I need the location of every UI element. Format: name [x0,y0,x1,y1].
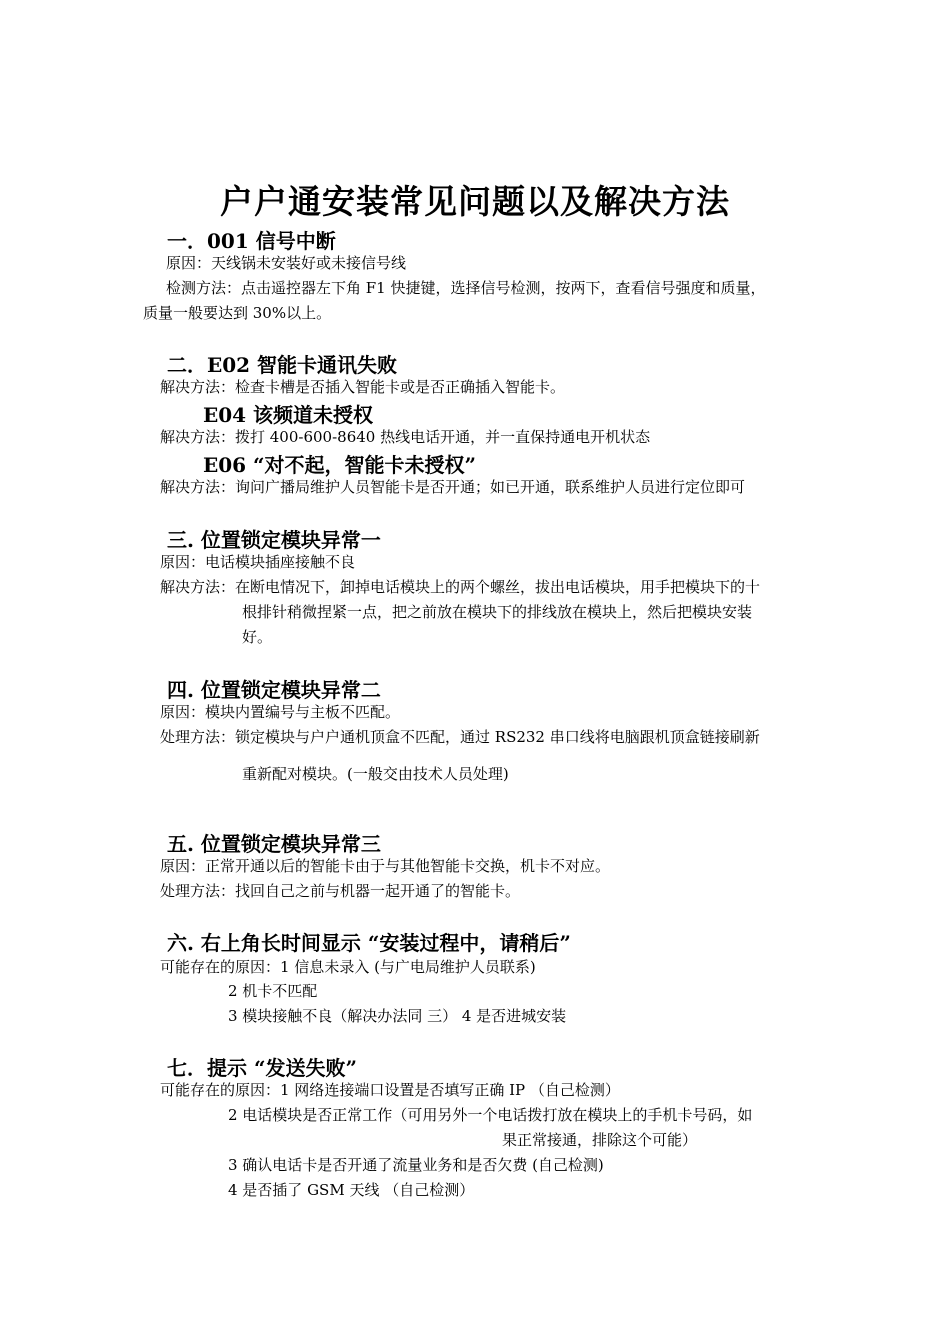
section-7-heading: 七．提示 “发送失败” [167,1056,357,1080]
section-5-cause: 原因：正常开通以后的智能卡由于与其他智能卡交换，机卡不对应。 [160,857,611,875]
section-6-line-3: 3 模块接触不良（解决办法同 三） 4 是否进城安装 [228,1007,567,1025]
document-title: 户户通安装常见问题以及解决方法 [220,182,730,221]
section-7-line-3: 果正常接通，排除这个可能） [502,1131,698,1149]
section-4-method-line-1: 处理方法：锁定模块与户户通机顶盒不匹配，通过 RS232 串口线将电脑跟机顶盒链接刷新 [160,728,760,746]
section-5-method: 处理方法：找回自己之前与机器一起开通了的智能卡。 [160,882,521,900]
section-1-cause: 原因：天线锅未安装好或未接信号线 [166,254,407,272]
section-3-method-line-2: 根排针稍微捏紧一点，把之前放在模块下的排线放在模块上，然后把模块安装 [242,603,753,621]
section-2-e06-heading: E06 “对不起，智能卡未授权” [203,453,477,477]
section-2-e06-solution: 解决方法：询问广播局维护人员智能卡是否开通；如已开通，联系维护人员进行定位即可 [160,478,746,496]
section-7-line-2: 2 电话模块是否正常工作（可用另外一个电话拨打放在模块上的手机卡号码，如 [228,1106,753,1124]
section-1-method-line-2: 质量一般要达到 30%以上。 [143,304,332,322]
section-7-line-1: 可能存在的原因：1 网络连接端口设置是否填写正确 IP （自己检测） [160,1081,620,1099]
section-6-line-1: 可能存在的原因：1 信息未录入 (与广电局维护人员联系) [160,958,536,976]
section-4-heading: 四. 位置锁定模块异常二 [167,678,381,702]
section-4-cause: 原因：模块内置编号与主板不匹配。 [160,703,401,721]
section-2-e04-heading: E04 该频道未授权 [203,403,374,427]
section-2-heading: 二．E02 智能卡通讯失败 [167,353,398,377]
section-3-cause: 原因：电话模块插座接触不良 [160,553,356,571]
section-4-method-line-2: 重新配对模块。(一般交由技术人员处理) [242,765,509,783]
section-7-line-4: 3 确认电话卡是否开通了流量业务和是否欠费 (自己检测) [228,1156,604,1174]
section-3-method-line-1: 解决方法：在断电情况下，卸掉电话模块上的两个螺丝，拔出电话模块，用手把模块下的十 [160,578,761,596]
section-6-heading: 六. 右上角长时间显示 “安装过程中，请稍后” [167,931,571,955]
section-2-e04-solution: 解决方法：拨打 400-600-8640 热线电话开通，并一直保持通电开机状态 [160,428,651,446]
section-2-solution: 解决方法：检查卡槽是否插入智能卡或是否正确插入智能卡。 [160,378,566,396]
section-6-line-2: 2 机卡不匹配 [228,982,318,1000]
section-3-method-line-3: 好。 [242,628,273,646]
section-7-line-5: 4 是否插了 GSM 天线 （自己检测） [228,1181,475,1199]
section-5-heading: 五. 位置锁定模块异常三 [167,832,381,856]
section-1-heading: 一．001 信号中断 [167,229,336,253]
section-3-heading: 三. 位置锁定模块异常一 [167,528,381,552]
section-1-method-line-1: 检测方法：点击遥控器左下角 F1 快捷键，选择信号检测，按两下，查看信号强度和质量， [166,279,766,297]
